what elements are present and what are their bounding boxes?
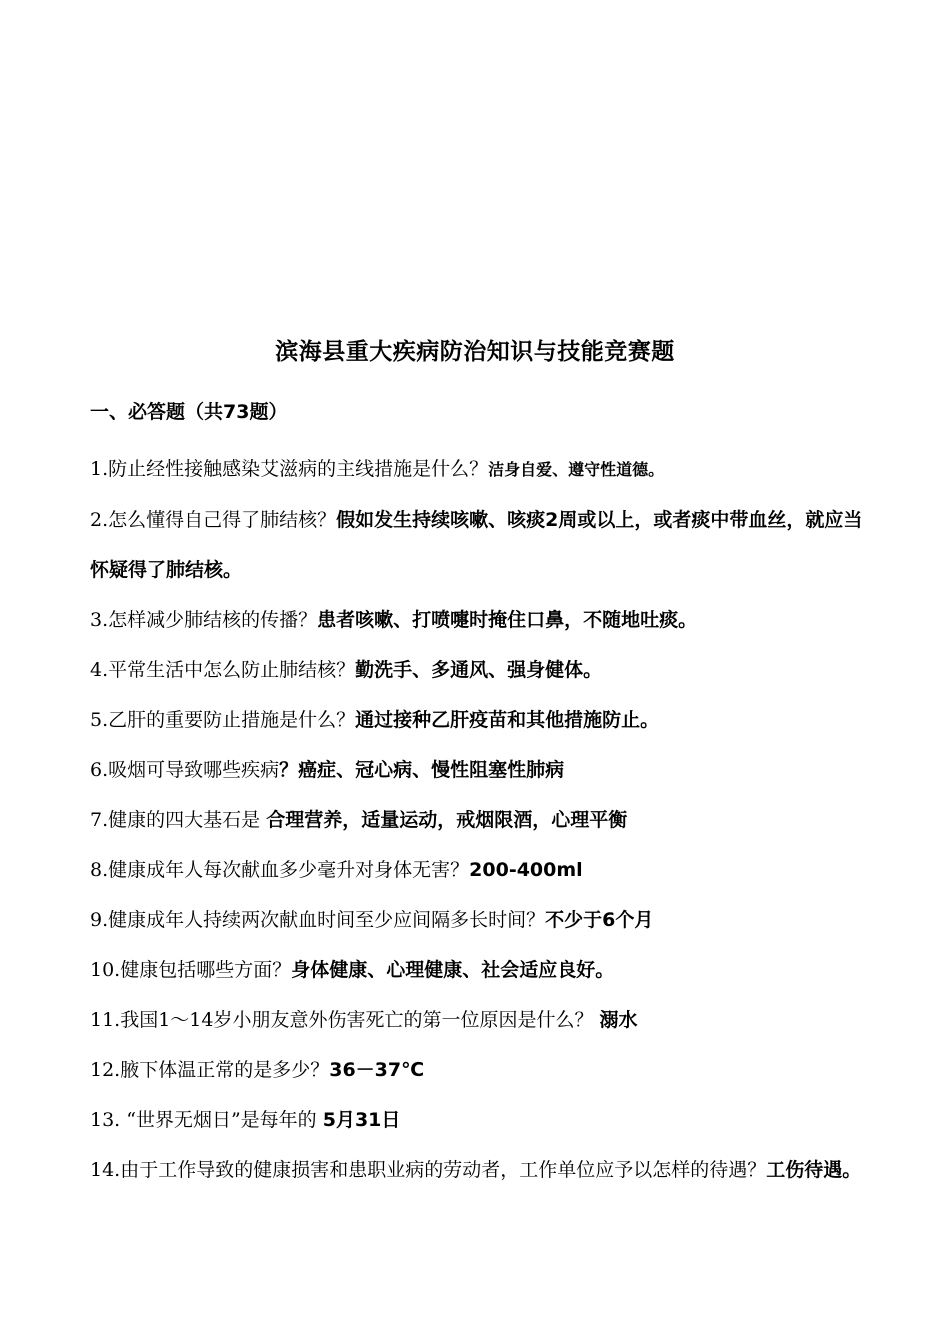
question-text: 健康成年人每次献血多少毫升对身体无害？ bbox=[108, 859, 470, 881]
answer-text: 不少于6个月 bbox=[545, 909, 654, 931]
question-text: 平常生活中怎么防止肺结核？ bbox=[108, 659, 356, 681]
question-number: 7. bbox=[90, 809, 109, 831]
question-item bbox=[90, 645, 865, 695]
section-heading: 一、必答题（共73题） bbox=[90, 401, 288, 423]
question-number: 12. bbox=[90, 1059, 121, 1081]
answer-text: 身体健康、心理健康、社会适应良好。 bbox=[291, 959, 615, 981]
question-text: 健康的四大基石是 bbox=[108, 809, 267, 831]
question-item bbox=[90, 595, 865, 645]
question-item bbox=[90, 695, 865, 745]
answer-text: 200-400ml bbox=[469, 859, 583, 881]
question-text: 怎么懂得自己得了肺结核？ bbox=[108, 509, 337, 531]
answer-text: 36－37℃ bbox=[329, 1059, 425, 1081]
question-text: 防止经性接触感染艾滋病的主线措施是什么？ bbox=[108, 458, 489, 480]
question-item bbox=[90, 845, 865, 895]
answer-text: 工伤待遇。 bbox=[766, 1159, 862, 1181]
question-text: 吸烟可导致哪些疾病 bbox=[108, 759, 280, 781]
answer-text: 勤洗手、多通风、强身健体。 bbox=[355, 659, 603, 681]
question-number: 13. bbox=[90, 1109, 121, 1131]
question-number: 2. bbox=[90, 509, 109, 531]
question-number: 14. bbox=[90, 1159, 121, 1181]
answer-text: 5月31日 bbox=[322, 1109, 401, 1131]
question-text: 腋下体温正常的是多少？ bbox=[120, 1059, 330, 1081]
question-number: 5. bbox=[90, 709, 109, 731]
question-number: 11. bbox=[90, 1009, 121, 1031]
answer-text: ？癌症、冠心病、慢性阻塞性肺病 bbox=[279, 759, 565, 781]
answer-text: 溺水 bbox=[599, 1009, 638, 1031]
question-item bbox=[90, 995, 865, 1045]
question-item bbox=[90, 1045, 865, 1095]
question-text: “世界无烟日”是每年的 bbox=[120, 1109, 323, 1131]
answer-text: 洁身自爱、遵守性道德。 bbox=[488, 460, 665, 479]
question-text: 健康成年人持续两次献血时间至少应间隔多长时间？ bbox=[108, 909, 546, 931]
question-number: 4. bbox=[90, 659, 109, 681]
question-text: 我国1～14岁小朋友意外伤害死亡的第一位原因是什么？ bbox=[120, 1009, 600, 1031]
question-number: 1. bbox=[90, 458, 109, 480]
question-item bbox=[90, 495, 865, 595]
question-number: 3. bbox=[90, 609, 109, 631]
answer-text: 患者咳嗽、打喷嚏时掩住口鼻，不随地吐痰。 bbox=[317, 609, 698, 631]
document-title: 滨海县重大疾病防治知识与技能竞赛题 bbox=[275, 339, 675, 365]
question-item bbox=[90, 1145, 865, 1195]
question-item bbox=[90, 945, 865, 995]
question-text: 健康包括哪些方面？ bbox=[120, 959, 292, 981]
question-item bbox=[90, 895, 865, 945]
question-text: 由于工作导致的健康损害和患职业病的劳动者，工作单位应予以怎样的待遇？ bbox=[120, 1159, 767, 1181]
question-item bbox=[90, 444, 865, 495]
question-text: 怎样减少肺结核的传播？ bbox=[108, 609, 318, 631]
question-text: 乙肝的重要防止措施是什么？ bbox=[108, 709, 356, 731]
question-number: 6. bbox=[90, 759, 109, 781]
question-number: 9. bbox=[90, 909, 109, 931]
answer-text: 假如发生持续咳嗽、咳痰2周或以上，或者痰中带血丝，就应当怀疑得了肺结核。 bbox=[90, 509, 863, 581]
question-number: 8. bbox=[90, 859, 109, 881]
question-number: 10. bbox=[90, 959, 121, 981]
question-list bbox=[90, 444, 865, 1195]
answer-text: 通过接种乙肝疫苗和其他措施防止。 bbox=[355, 709, 660, 731]
answer-text: 合理营养，适量运动，戒烟限酒，心理平衡 bbox=[266, 809, 628, 831]
question-item bbox=[90, 745, 865, 795]
question-item bbox=[90, 795, 865, 845]
question-item bbox=[90, 1095, 865, 1145]
